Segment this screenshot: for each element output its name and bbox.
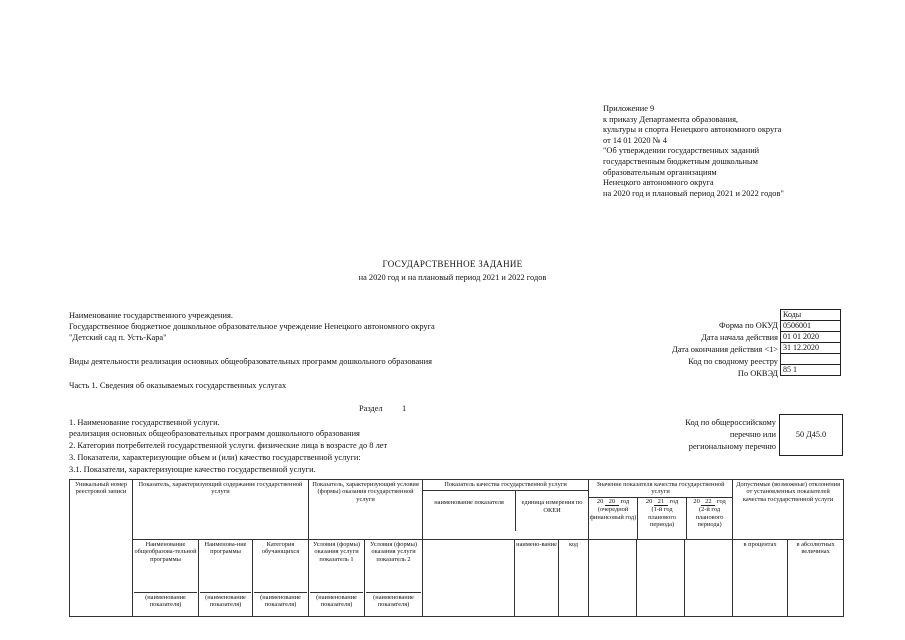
quality-indicators-heading: 3.1. Показатели, характеризующие качество государственной услуги. xyxy=(69,465,316,474)
col-year-1 xyxy=(589,539,637,616)
service-name-label: 1. Наименование государственной услуги. xyxy=(69,418,220,427)
quality-indicators-table xyxy=(69,479,844,617)
service-name-value: реализация основных общеобразовательных программ дошкольного образования xyxy=(69,429,360,438)
year-3-number: 22 xyxy=(701,498,715,506)
institution-label: Наименование государственного учреждения. xyxy=(69,311,233,320)
header-value-title: Значение показателя качества государственной услуги xyxy=(589,480,732,498)
col-year-2 xyxy=(637,539,685,616)
end-date-label: Дата окончания действия <1> xyxy=(672,345,778,354)
header-unique-number: Уникальный номер реестровой записи xyxy=(70,480,133,617)
year-2-note: (1-й год планового периода) xyxy=(648,506,676,529)
col-program-name-label: Наименование общеобразова-тельной программы xyxy=(134,540,197,563)
okved-value: 85 1 xyxy=(781,365,841,376)
institution-name: Государственное бюджетное дошкольное образовательное учреждение Ненецкого автономного округа xyxy=(69,322,435,331)
col-indicator-name xyxy=(423,539,515,616)
header-deviation: Допустимые (возможные) отклонения от установленных показателей качества государственной услуги xyxy=(733,480,844,540)
col-year-3 xyxy=(685,539,733,616)
okud-value: 0506001 xyxy=(781,321,841,332)
section-number: 1 xyxy=(402,404,407,413)
col-condition-1 xyxy=(309,539,365,616)
document-title: ГОСУДАРСТВЕННОЕ ЗАДАНИЕ xyxy=(382,259,523,269)
header-content-indicator: Показатель, характеризующий содержание государственной услуги xyxy=(133,480,309,540)
part-title: Часть 1. Сведения об оказываемых государственных услугах xyxy=(69,381,287,390)
year-1-prefix: 20 xyxy=(596,497,604,505)
institution-name-short: "Детский сад п. Усть-Кара" xyxy=(69,333,167,342)
col-condition-1-label: Условия (формы) оказания услуги показатель 1 xyxy=(313,540,360,563)
year-3-prefix: 20 xyxy=(693,497,700,505)
col-condition-2-label: Условия (формы) оказания услуги показатель 2 xyxy=(370,540,418,563)
appendix-line: государственным бюджетным дошкольным xyxy=(603,156,758,166)
header-quality-sub xyxy=(423,491,588,531)
year-1-number: 20 xyxy=(605,498,619,506)
appendix-line: культуры и спорта Ненецкого автономного округа xyxy=(603,125,782,135)
col-unit-name: наимено-вание xyxy=(515,539,559,616)
col-deviation-absolute: в абсолютных величинах xyxy=(788,539,844,616)
header-unit: единица измерения по ОКЕИ xyxy=(521,499,583,514)
year-2-number: 21 xyxy=(654,498,668,506)
start-date-value: 01 01 2020 xyxy=(781,332,841,343)
start-date-label: Дата начала действия xyxy=(701,333,778,342)
year-3-suffix: год xyxy=(716,497,726,505)
col-unit-code: код xyxy=(559,539,589,616)
registry-label-3: региональному перечню xyxy=(688,442,776,451)
okved-label: По ОКВЭД xyxy=(737,369,778,378)
col-deviation-percent: в процентах xyxy=(733,539,788,616)
appendix-line: к приказу Департамента образования, xyxy=(603,114,739,124)
col-condition-2 xyxy=(365,539,423,616)
appendix-line: от 14 01 2020 № 4 xyxy=(603,135,667,145)
year-1 xyxy=(589,498,638,539)
document-subtitle: на 2020 год и на плановый период 2021 и 2022 годов xyxy=(358,273,547,282)
col-program-name xyxy=(133,539,199,616)
section-label: Раздел xyxy=(359,404,383,413)
registry-label-2: перечню или xyxy=(729,430,776,439)
end-date-value: 31 12.2020 xyxy=(781,343,841,354)
okud-label: Форма по ОКУД xyxy=(719,321,778,330)
codes-header: Коды xyxy=(781,310,841,321)
appendix-line: "Об утверждении государственных заданий xyxy=(603,146,760,156)
year-2 xyxy=(638,498,687,539)
col-category-label: Категория обучающихся xyxy=(261,540,300,556)
year-1-note: (очередной финансовый год) xyxy=(589,506,637,521)
col-category-sub: (наименование показателя) xyxy=(254,592,307,609)
registry-code-box: 50 Д45.0 xyxy=(779,414,843,456)
header-indicator-name: наименование показателя xyxy=(423,491,516,531)
registry-code-value xyxy=(781,354,841,365)
col-condition-2-sub: (наименование показателя) xyxy=(366,592,421,609)
year-3-note: (2-й год планового периода) xyxy=(695,506,724,529)
header-conditions-indicator: Показатель, характеризующий условия (формы) оказания государственной услуги xyxy=(309,480,423,540)
header-years xyxy=(589,498,732,539)
year-2-prefix: 20 xyxy=(645,497,653,505)
header-value xyxy=(589,480,733,540)
indicators-heading: 3. Показатели, характеризующие объем и (или) качество государственной услуги: xyxy=(69,453,361,462)
col-condition-1-sub: (наименование показателя) xyxy=(310,592,363,609)
registry-code-label: Код по сводному реестру xyxy=(688,357,778,366)
appendix-line: на 2020 год и плановый период 2021 и 2022 годов" xyxy=(603,188,784,198)
activity-type: Виды деятельности реализация основных общеобразовательных программ дошкольного образования xyxy=(69,357,432,366)
appendix-block xyxy=(603,104,873,199)
col-category xyxy=(253,539,309,616)
year-3 xyxy=(687,498,732,539)
appendix-line: Ненецкого автономного округа xyxy=(603,178,714,188)
col-program-sub: (наименование показателя) xyxy=(200,592,251,609)
appendix-line: Приложение 9 xyxy=(603,104,655,113)
col-program-name-sub: (наименование показателя) xyxy=(134,592,197,609)
consumer-category: 2. Категории потребителей государственной услуги. физические лица в возрасте до 8 лет xyxy=(69,441,388,450)
col-program-label: Наименова-ние программы xyxy=(204,540,247,556)
registry-label-1: Код по общероссийскому xyxy=(685,418,776,427)
appendix-line: образовательным организациям xyxy=(603,167,717,177)
year-1-suffix: год xyxy=(620,497,630,505)
year-2-suffix: год xyxy=(669,497,679,505)
header-quality-indicator xyxy=(423,480,589,540)
col-program xyxy=(199,539,253,616)
codes-box xyxy=(780,309,841,376)
header-quality-title: Показатель качества государственной услуги xyxy=(423,480,588,491)
